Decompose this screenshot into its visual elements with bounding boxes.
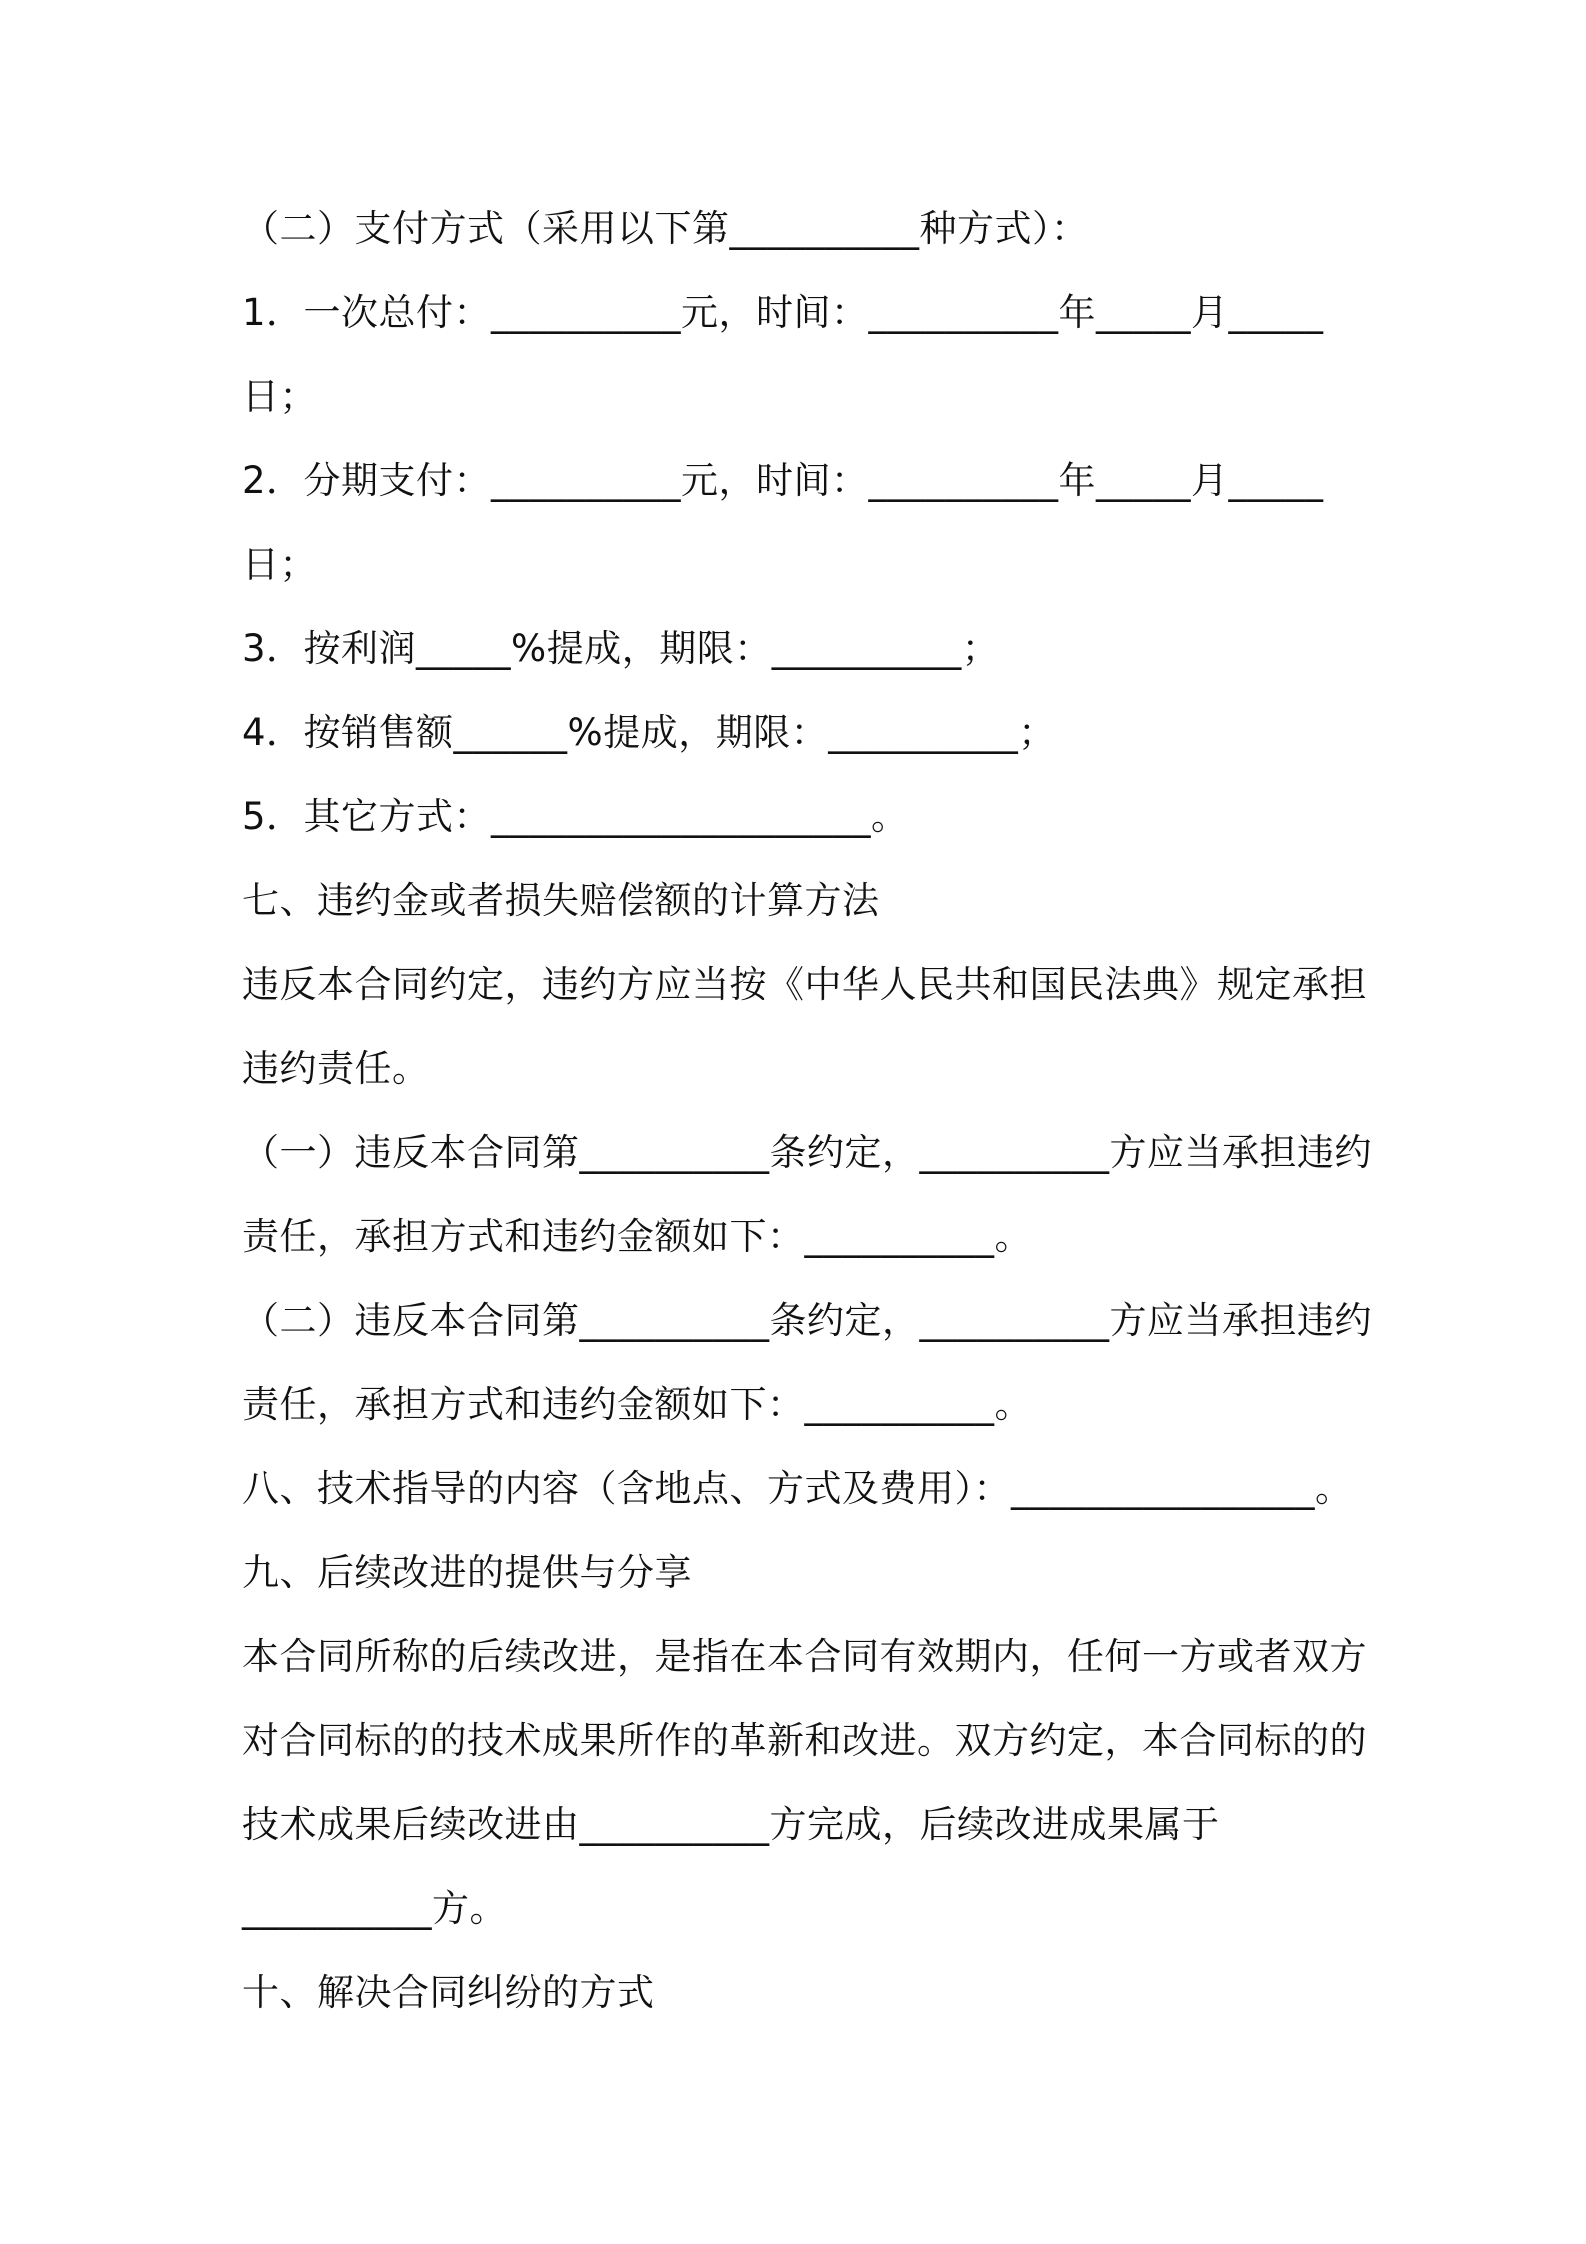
breach-paragraph-line-1: 违反本合同约定，违约方应当按《中华人民共和国民法典》规定承担 bbox=[242, 963, 1367, 1006]
sales-commission-line: 4．按销售额______%提成，期限：__________； bbox=[242, 711, 1056, 754]
breach-paragraph-line-2: 违约责任。 bbox=[242, 1047, 430, 1090]
profit-commission-line: 3．按利润_____%提成，期限：__________； bbox=[242, 627, 1000, 670]
breach-clause-2-line-2: 责任，承担方式和违约金额如下：__________。 bbox=[242, 1383, 1032, 1426]
improvement-paragraph-line-3: 技术成果后续改进由__________方完成，后续改进成果属于 bbox=[242, 1803, 1220, 1846]
breach-clause-1-line-2: 责任，承担方式和违约金额如下：__________。 bbox=[242, 1215, 1032, 1258]
section-10-heading: 十、解决合同纠纷的方式 bbox=[242, 1971, 655, 2014]
improvement-paragraph-line-2: 对合同标的的技术成果所作的革新和改进。双方约定，本合同标的的 bbox=[242, 1719, 1367, 1762]
section-7-heading: 七、违约金或者损失赔偿额的计算方法 bbox=[242, 879, 880, 922]
breach-clause-1-line-1: （一）违反本合同第__________条约定，__________方应当承担违约 bbox=[242, 1131, 1372, 1174]
breach-clause-2-line-1: （二）违反本合同第__________条约定，__________方应当承担违约 bbox=[242, 1299, 1372, 1342]
section-9-heading: 九、后续改进的提供与分享 bbox=[242, 1551, 692, 1594]
other-method-line: 5．其它方式：____________________。 bbox=[242, 795, 909, 838]
installment-payment-day: 日； bbox=[242, 543, 317, 586]
payment-method-heading: （二）支付方式（采用以下第__________种方式）： bbox=[242, 207, 1089, 250]
lump-sum-payment-day: 日； bbox=[242, 375, 317, 418]
section-8-heading: 八、技术指导的内容（含地点、方式及费用）：________________。 bbox=[242, 1467, 1353, 1510]
lump-sum-payment-line: 1．一次总付：__________元，时间：__________年_____月_____ bbox=[242, 291, 1324, 334]
installment-payment-line: 2．分期支付：__________元，时间：__________年_____月_____ bbox=[242, 459, 1324, 502]
improvement-paragraph-line-1: 本合同所称的后续改进，是指在本合同有效期内，任何一方或者双方 bbox=[242, 1635, 1367, 1678]
improvement-paragraph-line-4: __________方。 bbox=[242, 1887, 507, 1930]
